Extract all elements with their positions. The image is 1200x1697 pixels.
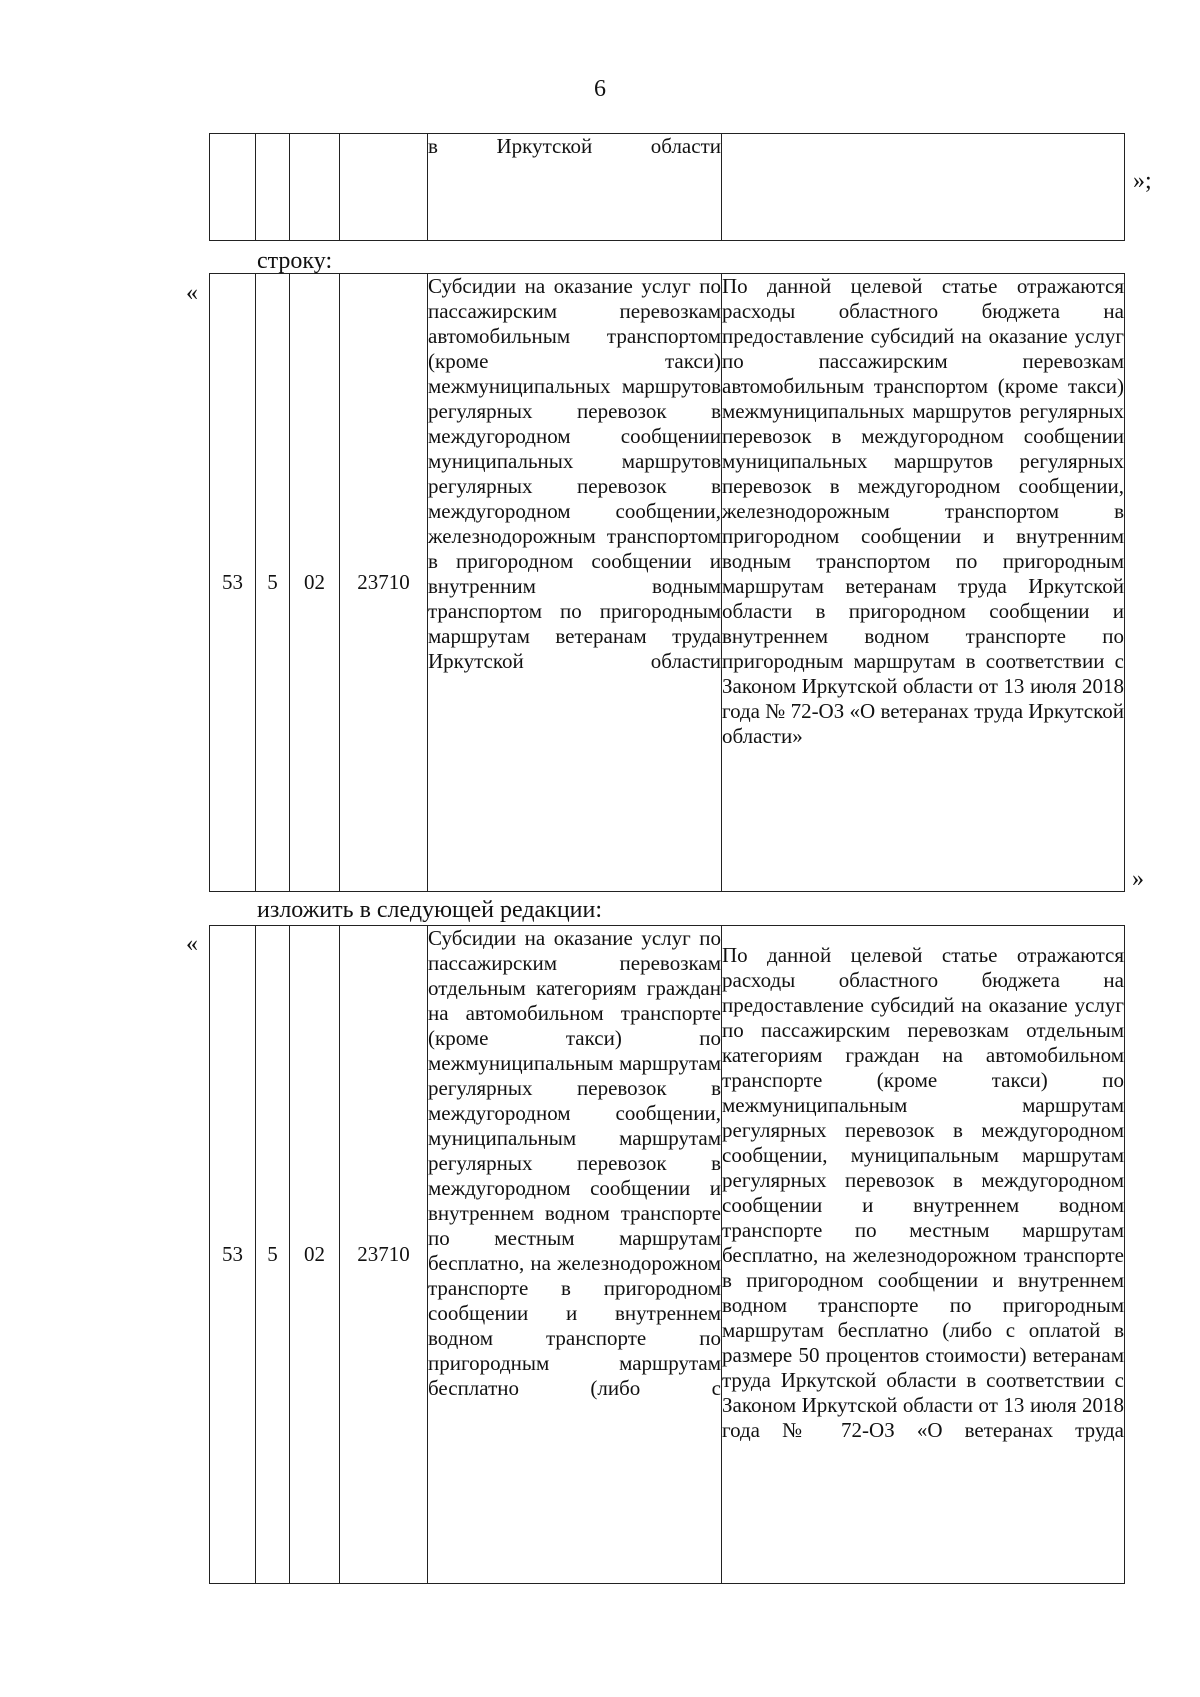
code-section: 53 [210,274,256,892]
code-article: 23710 [340,274,428,892]
continuation-table [209,133,1125,241]
row-description: По данной целевой статье отражаются расходы областного бюджета на предоставление субсидий на оказание услуг по пассажирским перевозкам отдельным категориям граждан на автомобильном транспорте (кроме такси) по межмуниципальным маршрутам регулярных перевозок в междугородном сообщении, муниципальным маршрутам регулярных перевозок в междугородном сообщении и внутреннем водном транспорте по местным маршрутам бесплатно, на железнодорожном транспорте в пригородном сообщении и внутреннем водном транспорте по пригородным маршрутам бесплатно (либо с оплатой в размере 50 процентов стоимости) ветеранам труда Иркутской области в соответствии с Законом Иркутской области от 13 июля 2018 года № 72-ОЗ «О ветеранах труда [722,926,1125,1584]
code-section: 53 [210,926,256,1584]
open-quote-new: « [186,931,198,957]
code-group: 02 [290,274,340,892]
open-quote-old: « [186,280,198,306]
row-name: в Иркутской области [428,134,722,241]
table-row [210,134,1125,241]
close-quote-old: » [1132,866,1144,892]
old-row-table [209,273,1125,892]
new-row-table [209,925,1125,1584]
table-row [210,926,1125,1584]
label-replace-row: строку: [257,248,333,274]
row-name: Субсидии на оказание услуг по пассажирским перевозкам отдельным категориям граждан на автомобильном транспорте (кроме такси) по межмуниципальным маршрутам регулярных перевозок в междугородном сообщении, муниципальным маршрутам регулярных перевозок в междугородном сообщении и внутреннем водном транспорте по местным маршрутам бесплатно, на железнодорожном транспорте в пригородном сообщении и внутреннем водном транспорте по пригородным маршрутам бесплатно (либо с [428,926,722,1584]
page-number: 6 [594,76,606,102]
code-group: 02 [290,926,340,1584]
row-description: По данной целевой статье отражаются расходы областного бюджета на предоставление субсидий на оказание услуг по пассажирским перевозкам автомобильным транспортом (кроме такси) межмуниципальных маршрутов регулярных перевозок в междугородном сообщении муниципальных маршрутов регулярных перевозок в междугородном сообщении, железнодорожным транспортом в пригородном сообщении и внутренним водным транспортом по пригородным маршрутам ветеранам труда Иркутской области в пригородном сообщении и внутреннем водном транспорте по пригородным маршрутам в соответствии с Законом Иркутской области от 13 июля 2018 года № 72-ОЗ «О ветеранах труда Иркутской области» [722,274,1125,892]
table-row [210,274,1125,892]
code-article: 23710 [340,926,428,1584]
code-subsection: 5 [256,274,290,892]
row-name: Субсидии на оказание услуг по пассажирским перевозкам автомобильным транспортом (кроме такси) межмуниципальных маршрутов регулярных перевозок в междугородном сообщении муниципальных маршрутов регулярных перевозок в междугородном сообщении, железнодорожным транспортом в пригородном сообщении и внутренним водным транспортом по пригородным маршрутам ветеранам труда Иркутской области [428,274,722,892]
label-new-edition: изложить в следующей редакции: [257,897,603,923]
code-subsection: 5 [256,926,290,1584]
closing-quote-semicolon: »; [1133,168,1152,194]
